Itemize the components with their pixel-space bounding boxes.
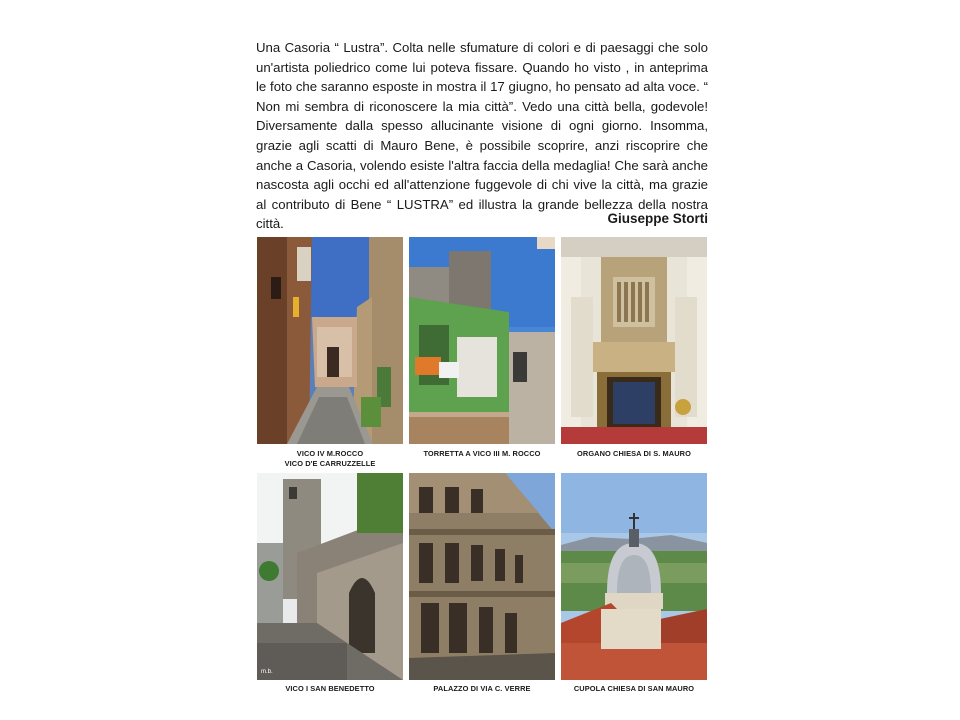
photo-torretta	[409, 237, 555, 444]
photo-cupola	[561, 473, 707, 680]
caption-photo-5	[402, 684, 562, 694]
caption-photo-5-line-1: PALAZZO DI VIA C. VERRE	[433, 684, 531, 693]
caption-photo-1	[250, 449, 410, 469]
caption-photo-6-line-1: CUPOLA CHIESA DI SAN MAURO	[573, 684, 695, 693]
caption-photo-1-line-2: VICO D'E CARRUZZELLE	[284, 459, 376, 468]
caption-photo-4	[250, 684, 410, 694]
caption-photo-3-line-1: ORGANO CHIESA DI S. MAURO	[577, 449, 691, 458]
caption-photo-2-line-1: TORRETTA A VICO III M. ROCCO	[423, 449, 541, 458]
photo-vico-i-san-benedetto	[257, 473, 403, 680]
author-signature: Giuseppe Storti	[607, 211, 708, 226]
caption-photo-3	[554, 449, 714, 459]
article-text	[256, 38, 708, 234]
caption-photo-1-line-1: VICO IV M.ROCCO	[296, 449, 364, 458]
watermark-photo-4: m.b.	[261, 669, 273, 675]
photo-vico-iv-m-rocco	[257, 237, 403, 444]
caption-photo-6	[554, 684, 714, 694]
caption-photo-2	[402, 449, 562, 459]
photo-organo	[561, 237, 707, 444]
article-paragraph: Una Casoria “ Lustra”. Colta nelle sfumature di colori e di paesaggi che solo un'artista poliedrico come lui poteva fissare. Quando ho visto , in anteprima le foto che saranno esposte in mostra il 17 giugno, ho pensato ad alta voce. “ Non mi sembra di riconoscere la mia città”. Vedo una città bella, godevole! Diversamente dalla spesso allucinante visione di ogni giorno. Insomma, grazie agli scatti di Mauro Bene, è possibile scoprire, anzi riscoprire che anche a Casoria, volendo esiste l'altra faccia della medaglia! Che sarà anche nascosta agli occhi ed all'attenzione fuggevole di chi vive la città, ma grazie al contributo di Bene “ LUSTRA” ed illustra la grande bellezza della nostra città.	[256, 40, 708, 232]
photo-palazzo	[409, 473, 555, 680]
caption-photo-4-line-1: VICO I SAN BENEDETTO	[285, 684, 375, 693]
